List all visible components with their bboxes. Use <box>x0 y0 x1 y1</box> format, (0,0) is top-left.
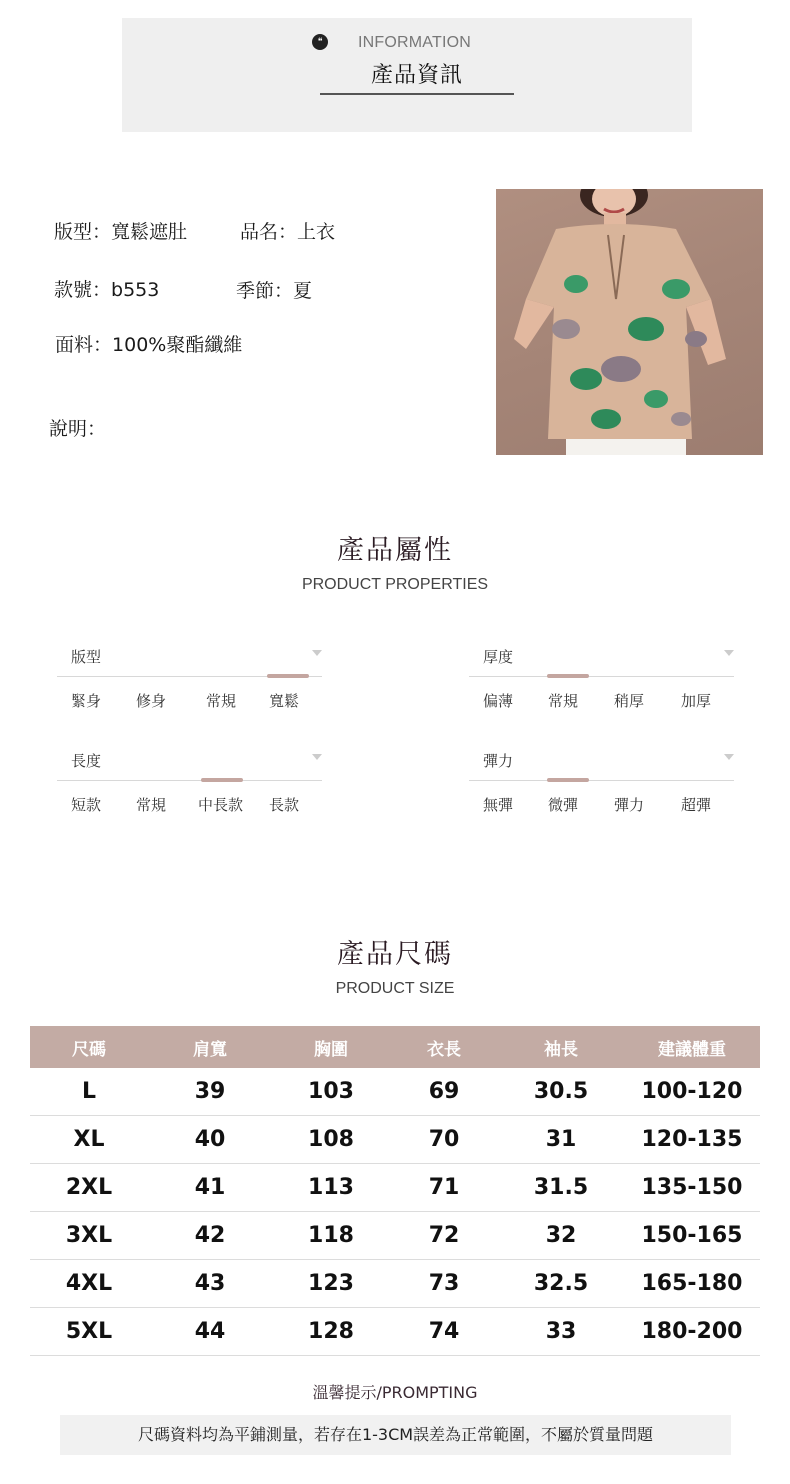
property-option: 無彈 <box>483 796 514 814</box>
property-option: 常規 <box>136 796 167 814</box>
information-banner <box>122 18 692 132</box>
property-fit <box>57 646 322 736</box>
property-option: 常規 <box>206 692 237 710</box>
quote-icon: ❝ <box>312 34 328 50</box>
info-fit <box>54 217 187 244</box>
table-cell: 4XL <box>65 1271 113 1296</box>
table-cell: 41 <box>194 1175 226 1200</box>
dropdown-arrow-icon <box>724 754 734 760</box>
banner-title-en: INFORMATION <box>358 34 472 51</box>
table-cell: L <box>81 1079 97 1104</box>
size-title-zh: 產品尺碼 <box>337 939 453 970</box>
table-cell: 70 <box>428 1127 460 1152</box>
table-cell: 72 <box>428 1223 460 1248</box>
dropdown-arrow-icon <box>312 650 322 656</box>
table-cell: 120-135 <box>641 1127 743 1152</box>
table-cell: 5XL <box>65 1319 113 1344</box>
selection-marker <box>547 674 589 678</box>
property-divider <box>469 780 734 781</box>
table-cell: 31.5 <box>533 1175 589 1200</box>
property-option: 超彈 <box>681 796 712 814</box>
property-option: 加厚 <box>681 692 712 710</box>
info-style-no <box>54 275 159 302</box>
size-table <box>30 1026 760 1356</box>
property-length-title: 長度 <box>71 752 102 770</box>
table-row <box>30 1260 760 1308</box>
table-cell: 150-165 <box>641 1223 743 1248</box>
table-cell: 32 <box>545 1223 577 1248</box>
table-cell: 32.5 <box>533 1271 589 1296</box>
table-cell: 69 <box>428 1079 460 1104</box>
info-name-label: 品名 ： <box>240 221 297 243</box>
property-option: 短款 <box>71 796 102 814</box>
property-divider <box>469 676 734 677</box>
dropdown-arrow-icon <box>312 754 322 760</box>
selection-marker <box>201 778 243 782</box>
column-header-chest: 胸圍 <box>314 1039 348 1060</box>
table-cell: 39 <box>194 1079 226 1104</box>
property-option: 偏薄 <box>483 692 514 710</box>
info-season-label: 季節 ： <box>236 280 293 302</box>
table-cell: 2XL <box>65 1175 113 1200</box>
size-table-header <box>30 1026 760 1068</box>
table-cell: 71 <box>428 1175 460 1200</box>
property-option-selected: 常規 <box>548 692 579 710</box>
property-divider <box>57 780 322 781</box>
table-cell: 31 <box>545 1127 577 1152</box>
table-cell: 40 <box>194 1127 226 1152</box>
info-name <box>240 217 335 244</box>
table-cell: 113 <box>308 1175 354 1200</box>
property-thickness-title: 厚度 <box>483 648 514 666</box>
property-elasticity <box>469 750 734 840</box>
info-fabric-value: 100%聚酯纖維 <box>112 334 243 356</box>
table-cell: 43 <box>194 1271 226 1296</box>
table-cell: 108 <box>308 1127 354 1152</box>
dropdown-arrow-icon <box>724 650 734 656</box>
table-cell: 33 <box>545 1319 577 1344</box>
table-cell: 103 <box>308 1079 354 1104</box>
property-option: 緊身 <box>71 692 102 710</box>
info-fit-label: 版型 ： <box>54 221 111 243</box>
properties-title-zh: 產品屬性 <box>337 535 453 566</box>
table-cell: 100-120 <box>641 1079 743 1104</box>
column-header-sleeve: 袖長 <box>544 1039 578 1060</box>
properties-title-en: PRODUCT PROPERTIES <box>301 576 489 593</box>
table-cell: 180-200 <box>641 1319 743 1344</box>
table-cell: 128 <box>308 1319 354 1344</box>
column-header-shoulder: 肩寬 <box>193 1039 227 1060</box>
property-option-selected: 微彈 <box>548 796 579 814</box>
prompting-title: 溫馨提示/PROMPTING <box>312 1383 478 1402</box>
table-cell: 123 <box>308 1271 354 1296</box>
info-fabric-label: 面料 ： <box>55 334 112 356</box>
property-option-selected: 中長款 <box>198 796 244 814</box>
table-cell: 73 <box>428 1271 460 1296</box>
property-option-selected: 寬鬆 <box>269 692 300 710</box>
selection-marker <box>267 674 309 678</box>
selection-marker <box>547 778 589 782</box>
product-photo-illustration <box>496 189 763 455</box>
table-cell: 165-180 <box>641 1271 743 1296</box>
table-cell: 74 <box>428 1319 460 1344</box>
banner-underline <box>320 93 514 95</box>
table-row <box>30 1164 760 1212</box>
table-row <box>30 1068 760 1116</box>
table-row <box>30 1212 760 1260</box>
property-length <box>57 750 322 840</box>
column-header-size: 尺碼 <box>72 1039 106 1060</box>
property-option: 稍厚 <box>614 692 645 710</box>
property-thickness <box>469 646 734 736</box>
property-fit-title: 版型 <box>71 648 102 666</box>
info-fit-value: 寬鬆遮肚 <box>111 221 188 243</box>
property-option: 長款 <box>269 796 300 814</box>
size-title-en: PRODUCT SIZE <box>335 980 455 997</box>
prompting-note: 尺碼資料均為平鋪測量，若存在1-3CM誤差為正常範圍，不屬於質量問題 <box>60 1415 731 1455</box>
column-header-weight: 建議體重 <box>658 1039 726 1060</box>
info-fabric <box>55 330 242 357</box>
product-photo <box>496 189 763 455</box>
table-cell: 42 <box>194 1223 226 1248</box>
table-cell: 30.5 <box>533 1079 589 1104</box>
table-row <box>30 1116 760 1164</box>
info-name-value: 上衣 <box>297 221 336 243</box>
info-style-no-label: 款號 ： <box>54 279 111 301</box>
property-option: 彈力 <box>614 796 645 814</box>
column-header-length: 衣長 <box>427 1039 461 1060</box>
table-cell: 44 <box>194 1319 226 1344</box>
table-row <box>30 1308 760 1356</box>
info-style-no-value: b553 <box>111 279 160 301</box>
info-desc <box>49 414 106 441</box>
table-cell: 3XL <box>65 1223 113 1248</box>
table-cell: XL <box>73 1127 105 1152</box>
banner-title-zh: 產品資訊 <box>370 63 463 88</box>
table-cell: 118 <box>308 1223 354 1248</box>
info-desc-label: 說明 ： <box>49 418 106 440</box>
info-season-value: 夏 <box>293 280 313 302</box>
property-elasticity-title: 彈力 <box>483 752 514 770</box>
property-option: 修身 <box>136 692 167 710</box>
info-season <box>236 276 312 303</box>
table-cell: 135-150 <box>641 1175 743 1200</box>
